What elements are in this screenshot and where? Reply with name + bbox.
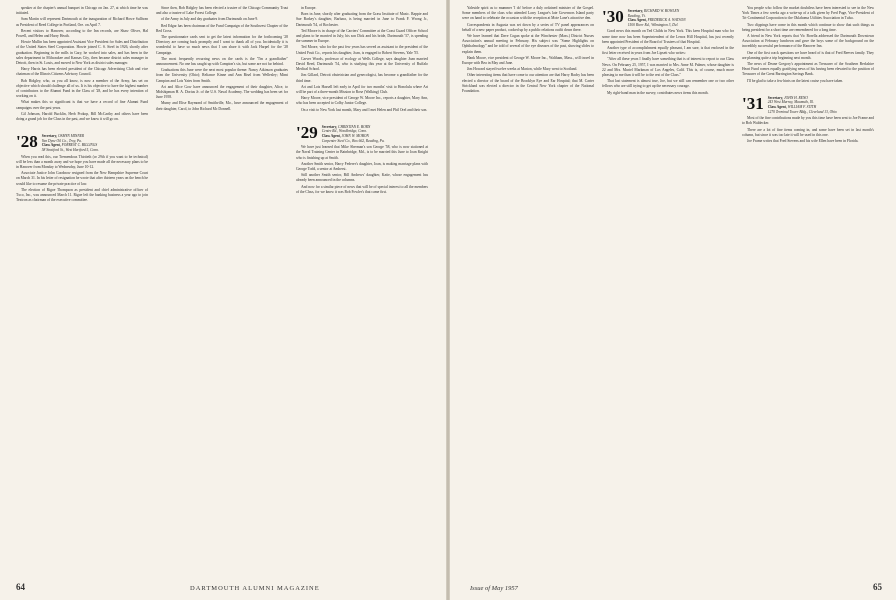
paragraph: Good news this month on Ted Childs in New York. This keen Hospital man who for some time now has been Superintendent of the Lenox Hill Hospital, has just recently been appointed President of the Board of Trustees of that Hospital. — [602, 29, 734, 44]
left-footer-title — [190, 583, 320, 592]
paragraph: Recent visitors to Hanover, according to the Inn records, are Shaw Oliver, Hal Powell, and Helen and Harry Heath. — [16, 28, 148, 39]
paragraph: Graduations this June were the next most popular theme: Nancy Atkinson graduates from the University (Ohio); Reliance Kinne and Ann Bisel from Wellesley; Mimi Campion and Lois Yates from Smith. — [156, 68, 288, 83]
class-year: '31 — [742, 93, 764, 113]
paragraph: Harry Harris has been elected president of the Chicago Advertising Club and vice chairman of the Illinois Citizens Advisory Council. — [16, 67, 148, 77]
class-year: '30 — [602, 7, 624, 26]
paragraph: When you read this, our Tremendous Thirtieth (or 29th if you want to be technical) will be less than a month away and we hope you have made all the necessary plans to be in Hanover from Monday to Wednesday, June 10-12. — [16, 154, 148, 170]
paragraph: We have learned that Dave Cogan spoke at the Winchester (Mass.) District Nurses Association's annual meeting in February. His subject was "Some Highlights on Ophthalmology" and he told of several of the eye diseases of the past, showing slides to explain them. — [462, 34, 594, 54]
paragraph: I'll be glad to take a few hints on the latest cruise you have taken. — [747, 78, 844, 83]
paragraph: Mumy and Elise Raymond of Smithville, Mo., have announced the engagement of their daughter, Carol, to John Richard Mc Donnell. — [156, 101, 288, 111]
paragraph: That last statement is almost true, Joe, but we still can remember one or two other fellows who are still trying to get up the necessary courage. — [602, 79, 734, 89]
paragraph: The most frequently recurring news on the cards is the "I'm a grandfather" announcement. No one has caught up with Campion's six, but some are not far behind. — [156, 56, 288, 67]
paragraph: The election of Rigoe Thompson as president and chief administrative officer of Txco, Inc., was announced March 11. Rigoe left the banking business a year ago to join Textron as chairman of the executive committee. — [16, 187, 148, 203]
left-column-2 — [156, 6, 288, 578]
paragraph: Other interesting items that have come to our attention are that Harry Bachy has been elected a director of the board of the Brooklyn Eye and Ear Hospital; that M. Carter Strickland was elected a director in the Central New York chapter of the National Foundation. — [462, 73, 594, 94]
class-heading-31 — [742, 93, 874, 114]
paragraph: The questionnaire cards sent to get the latest information for the forthcoming '28 Directory are coming back promptly and I want to thank all of you. Incidentally it is wonderful to have so much news that I can share it with Jack Harpel for the '28 Campaign. — [156, 35, 288, 55]
paragraph: Most of the fine contributions made by you this time have been sent to Joe Frame and to Bob Waldecker. — [742, 116, 874, 126]
secretary-info: Secretary, JOHN H. RENO 243 West Murray, Maumuth, Ill. Class Agent, WILLIAM F. STITH 1270 Terminal Tower Bldg., Cleveland 13, Ohio — [767, 95, 837, 114]
left-column-3 — [296, 6, 428, 578]
class-year: '28 — [16, 132, 38, 152]
class-heading-28 — [16, 134, 148, 152]
left-page — [0, 0, 446, 600]
right-footer — [873, 582, 882, 592]
paragraph: Art and Alice Gow have announced the engagement of their daughter, Alice, to Midshipman H. A. Dorius Jr. of the U.S. Naval Academy. The wedding has been set for June 1958. — [156, 84, 288, 100]
secretary-info: Secretary, OSMYN MINNER Van Dyne Oil Co., Troy, Pa. Class Agent, FORREST C. BILLINGS 58 Stratford St., West Hartford 5, Conn. — [41, 134, 99, 153]
class-heading-29 — [296, 122, 428, 143]
paragraph: Another Smith senior, Harry Federer's daughter, Joan, is making marriage plans with George Todd, a senior at Amherst. — [296, 161, 428, 172]
paragraph: Sam Martin will represent Dartmouth at the inauguration of Richard Howe Sullivan as President of Reed College in Portland, Ore. on April 7. — [16, 17, 148, 27]
paragraph: There are a lot of fine items coming in, and some have been set in last month's column, but since it was too late it will be used in this one. — [742, 127, 874, 137]
paragraph: in Europe. — [301, 6, 317, 10]
paragraph: Joe Frame writes that Fred Stevens and his wife Ellen have been in Florida. — [747, 139, 859, 144]
paragraph: Another type of accomplishment equally pleasant, I am sure, is that enclosed in the first letter received in years from Joe Lipsett who writes: — [602, 45, 734, 56]
class-heading-30 — [602, 9, 734, 27]
left-column-1 — [16, 6, 148, 578]
paragraph: We have just learned that Mike Sherman's son George '58, who is now stationed at the Naval Training Center in Bainbridge, Md., is to be married this June to Joan Knight who is finishing up at Smith. — [296, 145, 428, 160]
paragraph: Correspondents in Augusta was set down by a series of TV panel appearances on behalf of a new paper product, cooked up by a public relations outfit down there. — [462, 22, 594, 32]
left-footer — [16, 582, 25, 592]
right-footer-title — [470, 583, 518, 592]
page-number: 64 — [16, 582, 25, 592]
paragraph: Jim Howard stayed twelve weeks at Marion, while Mary went to Scotland. — [467, 67, 578, 72]
paragraph: Gil Johnson, Harold Bucklin, Herb Prokop, Bill McCarthy and others have been doing a grand job for the Class in the past, and we know it will go on. — [16, 111, 148, 122]
paragraph: On a visit to New York last month, Mary and I met Helen and Phil Orel and their son. — [301, 107, 428, 112]
paragraph: Jim Gillard, Detroit obstetrician and gynecologist, has become a grandfather for the third time. — [296, 73, 428, 83]
right-column-3 — [742, 6, 874, 578]
paragraph: And now for a similar piece of news that will be of special interest to all the members of the Class, for we know it was Bob Fowler's that came first. — [296, 184, 428, 194]
issue-title: Issue of May 1957 — [470, 585, 518, 592]
page-number: 65 — [873, 582, 882, 592]
paragraph: Hank Moore, vice president of George W. Moore Inc., Waltham, Mass., will travel in Europe with Bea in May and June. — [462, 55, 594, 66]
right-page — [450, 0, 896, 600]
paragraph: of the Army in July and day graduates from Dartmouth on June 9. — [161, 17, 259, 22]
paragraph: A friend in New York reports that Vic Borella addressed the Dartmouth Downtown Association at February luncheon and gave the boys some of the background on the incredibly successful performance of the Hanover Inn. — [742, 34, 874, 49]
paragraph: Harry Moore, vice president of George W. Moore Inc., reports a daughter, Mary Ann, who has been accepted to Colby Junior College. — [296, 96, 428, 106]
paragraph: Howie Mullin has been appointed Assistant Vice President for Sales and Distribution of the United States Steel Corporation. Howie joined C. S. Steel in 1926, shortly after graduation. Beginning in the mills in Gary, he worked into sales, and has been in the sales department in Milwaukee and Kansas City, then became district sales manager in Detroit, then in St. Louis, and moved to New York as district sales manager. — [16, 40, 148, 66]
paragraph: The news of Deane Gregory's appointment as Treasurer of the Southern Berkshire Heart Fund comes equally gratifying news of his having been elevated to the position of Treasurer of the Great Barrington Savings Bank. — [742, 62, 874, 77]
paragraph: Red Edgar has been chairman of the Fund Campaign of the Southwest Chapter of the Red Cross. — [156, 23, 288, 33]
paragraph: What makes this so significant is that we have a record of fine Alumni Fund campaigns over the past years. — [16, 100, 148, 110]
paragraph: Two clippings have come in this month which continue to show that such things as being president for a short time are remembered for a long time. — [742, 22, 874, 32]
paragraph: Still another Smith senior, Bill Andrews' daughter, Katie, whose engagement has already been announced in the columns. — [296, 173, 428, 183]
paragraph: Ted Moore is in charge of the Carriers' Committee at the Coast Guard Officer School and plans to be married in July; his son Dick and his bride, Dartmouth '57, is spending the summer in Europe. — [296, 28, 428, 44]
paragraph: "After all these years I finally have something that is of interest to report to our Class News. On February 25, 1957, I was married to Mrs. Anne M. Palmer, whose daughter is 22 and Mrs. Muriel Markman of Los Angeles, Calif. This is, of course, much more pleasing to me than it will be to the rest of the Class." — [602, 57, 734, 77]
paragraph: speaker at the chapter's annual banquet in Chicago on Jan. 27, at which time he was initiated. — [16, 6, 148, 16]
paragraph: My right-hand man in the survey, contributes news items this month. — [607, 90, 709, 95]
paragraph: Art and Lois Hassell left early in April for two months' visit to Honolulu where Art will be part of a three-month Mission to Rose (Walking) Club. — [296, 84, 428, 95]
paragraph: Bob Ridgley, who, as you all know, is now a member of the Army, has set on objective which should challenge all of us. It is his objective to have the highest number of contributors to the Alumni Fund in the Class of '28, and he has every intention of working on it. — [16, 78, 148, 99]
paragraph: Carver Woods, professor of ecology at Wells College, says daughter Joan married David Reed, Dartmouth '54, who is studying this year at the University of Buffalo Medical School. — [296, 56, 428, 72]
magazine-title: DARTMOUTH ALUMNI MAGAZINE — [190, 585, 320, 592]
secretary-info: Secretary, RICHARD W. BOWLEN Reading, Vt. Class Agent, FREDERICK A. WATSON 1500 River Rd., Wilmington 3, Del. — [627, 9, 686, 27]
paragraph: You people who follow the market doubtless have been interested to see in the New York Times a few weeks ago a write-up of a talk given by Fred Page, Vice-President of Tri-Continental Corporation to the Oklahoma Utilities Association in Tulsa. — [742, 6, 874, 21]
paragraph: Associate Justice John Goodnow resigned from the New Hampshire Supreme Court on March 31. In his letter of resignation he wrote that after thirteen years on the bench he would like to resume the private practice of law. — [16, 171, 148, 186]
right-column-1 — [462, 6, 594, 578]
right-column-2 — [602, 6, 734, 578]
class-year: '29 — [296, 122, 318, 142]
secretary-info: Secretary, CHRISTIAN E. BORN Centre Rd., Woodbridge, Conn. Class Agent, JOHN W. MOBON Carpenter Steel Co., Box 662, Reading, Pa. — [321, 124, 385, 143]
paragraph: One of the first crack questions we have heard of is that of Fred Reeves family. They are planning quite a trip beginning next month. — [742, 50, 874, 60]
paragraph: Since then, Bob Ridgley has been elected a trustee of the Chicago Community Trust and also a trustee of Lake Forest College. — [156, 6, 288, 16]
paragraph: Yaleside spirit as to mummer 'I do' before a duly ordained minister of the Gospel. Some members of the class who attended Larry League's late Governors Island party were on hand to celebrate the occasion with the reception at Mote Lane's attractive den. — [462, 6, 594, 21]
paragraph: Born in June, shortly after graduating from the Grass Institute of Music. Rappie and Sue Barkey's daughter, Barbara, is being married in June to Frank F. Wrong Jr., Dartmouth '54, of Rochester. — [296, 12, 428, 27]
paragraph: Ted Moore, who for the past few years has served as assistant to the president of the United Fruit Co., reports his daughter, Joan, is engaged to Robert Stevens, Yale '55. — [296, 45, 428, 55]
